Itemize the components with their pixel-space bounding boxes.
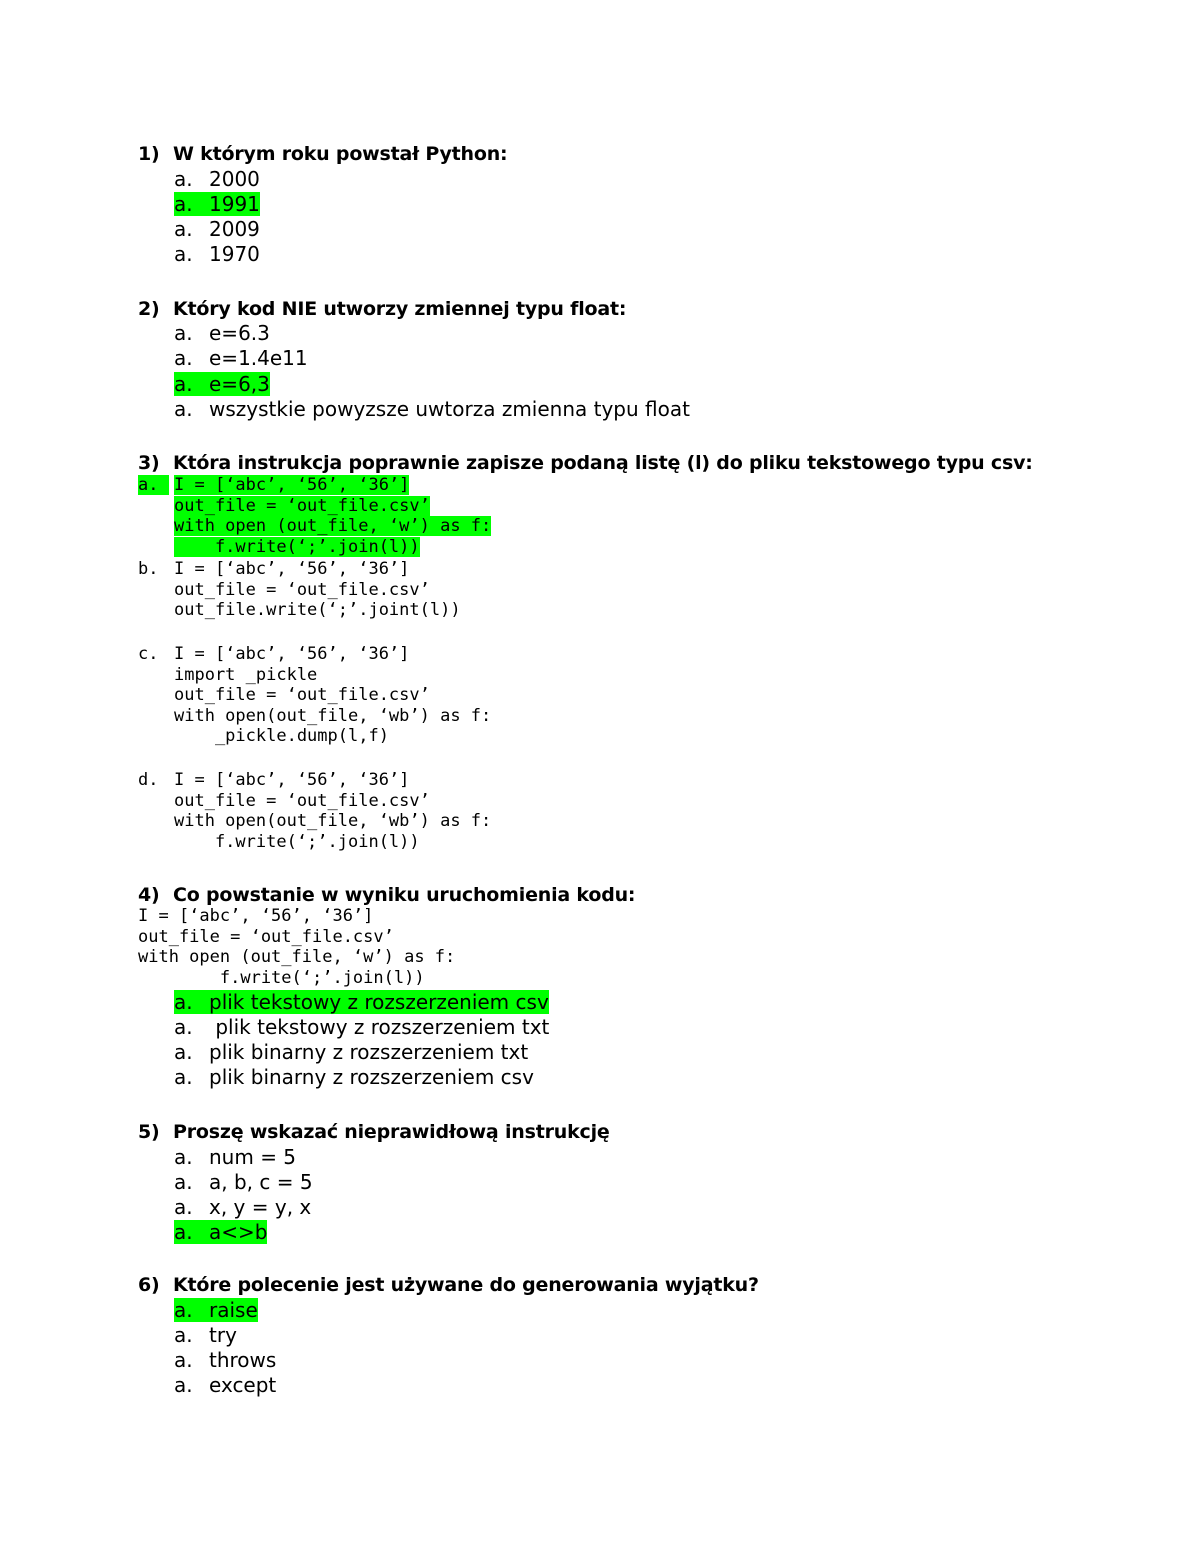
q2-option-3-highlighted bbox=[174, 372, 270, 397]
code-line: I = [‘abc’, ‘56’, ‘36’] bbox=[174, 770, 410, 790]
option-letter: a. bbox=[174, 1195, 193, 1219]
question-number: 1) bbox=[138, 143, 160, 165]
q4-code-block bbox=[138, 906, 455, 988]
code-line: I = [‘abc’, ‘56’, ‘36’] bbox=[138, 906, 374, 926]
option-text: e=6,3 bbox=[209, 372, 270, 396]
question-number: 3) bbox=[138, 452, 160, 474]
option-letter: a. bbox=[174, 1015, 193, 1039]
option-letter: a. bbox=[174, 1220, 193, 1244]
option-text: except bbox=[209, 1373, 277, 1397]
q1-option-3 bbox=[174, 217, 260, 242]
question-text: W którym roku powstał Python: bbox=[173, 143, 508, 165]
q5-option-1 bbox=[174, 1145, 296, 1170]
code-line: out_file = ‘out_file.csv’ bbox=[174, 579, 430, 600]
question-number: 5) bbox=[138, 1121, 160, 1143]
option-letter: a. bbox=[174, 397, 193, 421]
option-letter: a. bbox=[174, 192, 193, 216]
code-line: out_file = ‘out_file.csv’ bbox=[174, 495, 430, 516]
option-letter: a. bbox=[174, 1298, 193, 1322]
question-5 bbox=[138, 1120, 610, 1144]
code-line: I = [‘abc’, ‘56’, ‘36’] bbox=[174, 644, 410, 664]
q3-option-d-code bbox=[174, 770, 491, 852]
question-text: Który kod NIE utworzy zmiennej typu float: bbox=[173, 298, 627, 320]
option-text: raise bbox=[209, 1298, 258, 1322]
option-text: e=1.4e11 bbox=[209, 346, 308, 370]
q5-option-4-highlighted bbox=[174, 1220, 267, 1245]
q3-option-b-letter: b. bbox=[138, 559, 159, 579]
q1-option-2-highlighted bbox=[174, 192, 260, 217]
q6-option-3 bbox=[174, 1348, 276, 1373]
question-text: Które polecenie jest używane do generowania wyjątku? bbox=[173, 1274, 759, 1296]
option-text: a, b, c = 5 bbox=[209, 1170, 313, 1194]
option-letter: a. bbox=[174, 372, 193, 396]
q5-option-2 bbox=[174, 1170, 313, 1195]
code-line: with open(out_file, ‘wb’) as f: bbox=[174, 705, 492, 726]
code-line: out_file.write(‘;’.joint(l)) bbox=[174, 600, 461, 621]
option-text: 1970 bbox=[209, 242, 260, 266]
question-2 bbox=[138, 297, 626, 321]
question-number: 6) bbox=[138, 1274, 160, 1296]
option-text: x, y = y, x bbox=[209, 1195, 312, 1219]
q4-option-3 bbox=[174, 1040, 528, 1065]
q4-option-2 bbox=[174, 1015, 549, 1040]
q6-option-2 bbox=[174, 1323, 237, 1348]
code-line: f.write(‘;’.join(l)) bbox=[174, 831, 420, 852]
code-line: I = [‘abc’, ‘56’, ‘36’] bbox=[174, 475, 410, 495]
q2-option-1 bbox=[174, 321, 270, 346]
option-text: 2009 bbox=[209, 217, 260, 241]
code-line: out_file = ‘out_file.csv’ bbox=[174, 685, 430, 706]
code-line: out_file = ‘out_file.csv’ bbox=[138, 926, 394, 947]
option-text: e=6.3 bbox=[209, 321, 270, 345]
option-text: a<>b bbox=[209, 1220, 268, 1244]
option-text: num = 5 bbox=[209, 1145, 297, 1169]
option-letter: a. bbox=[174, 346, 193, 370]
q5-option-3 bbox=[174, 1195, 311, 1220]
question-text: Co powstanie w wyniku uruchomienia kodu: bbox=[173, 884, 636, 906]
option-letter: a. bbox=[174, 1065, 193, 1089]
q1-option-1 bbox=[174, 167, 260, 192]
question-text: Która instrukcja poprawnie zapisze podaną listę (l) do pliku tekstowego typu csv: bbox=[173, 452, 1033, 474]
q3-option-d-letter: d. bbox=[138, 770, 159, 790]
q3-option-a-code bbox=[174, 475, 491, 557]
question-4 bbox=[138, 883, 635, 907]
option-text: plik binarny z rozszerzeniem txt bbox=[209, 1040, 529, 1064]
question-3 bbox=[138, 451, 1033, 475]
option-text: try bbox=[209, 1323, 237, 1347]
q3-option-c-code bbox=[174, 644, 491, 747]
q2-option-4 bbox=[174, 397, 690, 422]
code-line: f.write(‘;’.join(l)) bbox=[138, 967, 425, 988]
option-letter: a. bbox=[174, 167, 193, 191]
code-line: out_file = ‘out_file.csv’ bbox=[174, 790, 430, 811]
q2-option-2 bbox=[174, 346, 308, 371]
option-letter: a. bbox=[174, 1040, 193, 1064]
option-text: 2000 bbox=[209, 167, 260, 191]
q3-option-a-letter: a. bbox=[138, 475, 169, 496]
option-letter: a. bbox=[174, 1348, 193, 1372]
question-text: Proszę wskazać nieprawidłową instrukcję bbox=[173, 1121, 610, 1143]
option-text: plik tekstowy z rozszerzeniem txt bbox=[209, 1015, 550, 1039]
code-line: import _pickle bbox=[174, 664, 318, 685]
option-text: throws bbox=[209, 1348, 277, 1372]
question-number: 4) bbox=[138, 884, 160, 906]
option-letter: a. bbox=[174, 217, 193, 241]
code-line: _pickle.dump(l,f) bbox=[174, 726, 389, 747]
code-line: I = [‘abc’, ‘56’, ‘36’] bbox=[174, 559, 410, 579]
question-number: 2) bbox=[138, 298, 160, 320]
q4-option-1-highlighted bbox=[174, 990, 549, 1015]
option-text: plik binarny z rozszerzeniem csv bbox=[209, 1065, 534, 1089]
question-1 bbox=[138, 142, 507, 166]
q6-option-1-highlighted bbox=[174, 1298, 258, 1323]
code-line: f.write(‘;’.join(l)) bbox=[174, 536, 420, 557]
option-text: plik tekstowy z rozszerzeniem csv bbox=[209, 990, 549, 1014]
option-text: wszystkie powyzsze uwtorza zmienna typu float bbox=[209, 397, 690, 421]
q4-option-4 bbox=[174, 1065, 534, 1090]
q6-option-4 bbox=[174, 1373, 276, 1398]
option-letter: a. bbox=[174, 321, 193, 345]
option-letter: a. bbox=[174, 1323, 193, 1347]
q1-option-4 bbox=[174, 242, 260, 267]
option-text: 1991 bbox=[209, 192, 260, 216]
code-line: with open (out_file, ‘w’) as f: bbox=[138, 947, 456, 968]
option-letter: a. bbox=[174, 1145, 193, 1169]
code-line: with open(out_file, ‘wb’) as f: bbox=[174, 811, 492, 832]
option-letter: a. bbox=[174, 242, 193, 266]
code-line: with open (out_file, ‘w’) as f: bbox=[174, 516, 492, 537]
q3-option-c-letter: c. bbox=[138, 644, 159, 664]
option-letter: a. bbox=[174, 1170, 193, 1194]
option-letter: a. bbox=[174, 990, 193, 1014]
option-letter: a. bbox=[174, 1373, 193, 1397]
q3-option-b-code bbox=[174, 559, 461, 621]
question-6 bbox=[138, 1273, 759, 1297]
